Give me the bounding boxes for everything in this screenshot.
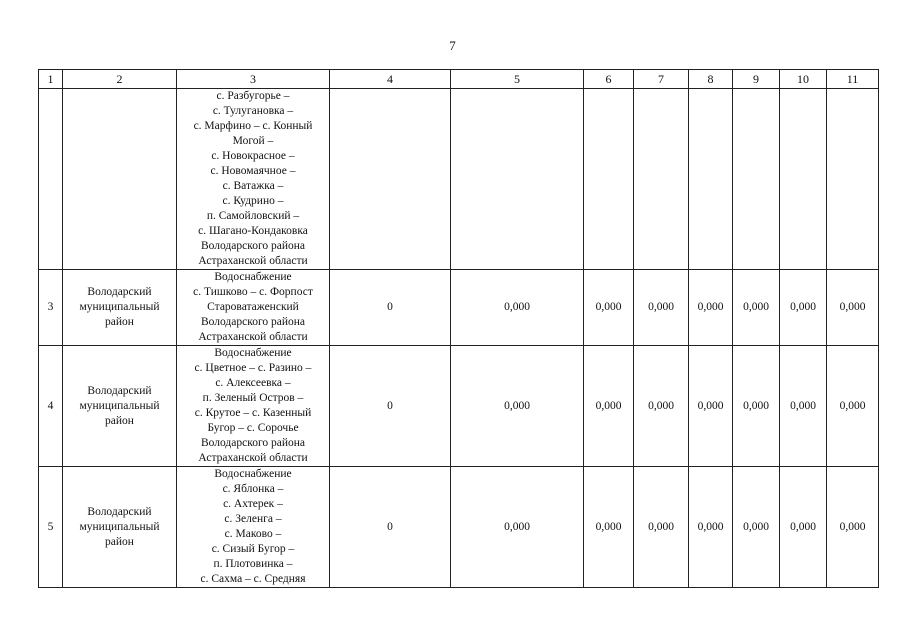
value-cell: 0,000 [780, 270, 827, 346]
route-line: с. Кудрино – [222, 195, 284, 207]
district-cell: Володарский муниципальный район [63, 270, 177, 346]
route-cell [177, 89, 330, 270]
route-line: с. Шагано-Кондаковка [198, 225, 308, 237]
value-cell: 0,000 [584, 270, 634, 346]
route-line: с. Крутое – с. Казенный [194, 407, 312, 419]
route-line: п. Самойловский – [206, 210, 300, 222]
column-number: 8 [689, 70, 733, 89]
route-line: Астраханской области [198, 255, 308, 267]
route-cell [177, 346, 330, 467]
route-line: Водоснабжение [214, 271, 292, 283]
route-line: с. Новокрасное – [211, 150, 295, 162]
column-number: 9 [733, 70, 780, 89]
column-number: 5 [451, 70, 584, 89]
route-line: Староватаженский [207, 301, 299, 313]
value-cell [780, 89, 827, 270]
route-line: с. Яблонка – [222, 483, 284, 495]
table-row [39, 270, 879, 346]
route-cell [177, 270, 330, 346]
value-cell: 0,000 [827, 467, 879, 588]
value-cell: 0,000 [451, 467, 584, 588]
route-line: с. Тишково – с. Форпост [193, 286, 313, 298]
row-number: 4 [39, 346, 63, 467]
value-cell: 0,000 [634, 270, 689, 346]
value-cell [584, 89, 634, 270]
district-cell: Володарский муниципальный район [63, 467, 177, 588]
table-row [39, 346, 879, 467]
value-cell: 0,000 [780, 467, 827, 588]
route-line: Астраханской области [198, 452, 308, 464]
column-number: 11 [827, 70, 879, 89]
column-number: 7 [634, 70, 689, 89]
route-line: Бугор – с. Сорочье [207, 422, 299, 434]
route-cell [177, 467, 330, 588]
value-cell: 0,000 [689, 270, 733, 346]
value-cell: 0 [330, 346, 451, 467]
value-cell: 0 [330, 467, 451, 588]
route-line: с. Зеленга – [224, 513, 282, 525]
route-line: с. Тулугановка – [212, 105, 294, 117]
value-cell: 0,000 [634, 346, 689, 467]
value-cell: 0,000 [733, 467, 780, 588]
value-cell: 0,000 [733, 346, 780, 467]
column-number: 10 [780, 70, 827, 89]
route-line: с. Цветное – с. Разино – [194, 362, 312, 374]
route-line: Володарского района [200, 240, 306, 252]
route-line: с. Марфино – с. Конный [193, 120, 313, 132]
route-line: п. Зеленый Остров – [202, 392, 304, 404]
route-line: с. Разбугорье – [216, 90, 290, 102]
value-cell [733, 89, 780, 270]
route-line: с. Ватажка – [222, 180, 284, 192]
row-number: 5 [39, 467, 63, 588]
value-cell [689, 89, 733, 270]
value-cell: 0,000 [827, 270, 879, 346]
route-line: с. Новомаячное – [210, 165, 296, 177]
table-row-continuation [39, 89, 879, 270]
data-table [38, 69, 879, 588]
value-cell [330, 89, 451, 270]
district-cell: Володарский муниципальный район [63, 346, 177, 467]
value-cell: 0,000 [584, 346, 634, 467]
value-cell: 0,000 [584, 467, 634, 588]
district-cell [63, 89, 177, 270]
route-line: с. Сизый Бугор – [211, 543, 295, 555]
route-line: с. Маково – [224, 528, 282, 540]
value-cell: 0 [330, 270, 451, 346]
value-cell: 0,000 [827, 346, 879, 467]
value-cell [634, 89, 689, 270]
value-cell: 0,000 [689, 346, 733, 467]
column-number: 6 [584, 70, 634, 89]
route-line: с. Ахтерек – [223, 498, 283, 510]
column-number: 1 [39, 70, 63, 89]
column-number: 2 [63, 70, 177, 89]
value-cell: 0,000 [733, 270, 780, 346]
page-number: 7 [449, 38, 456, 53]
value-cell: 0,000 [689, 467, 733, 588]
route-line: Володарского района [200, 437, 306, 449]
value-cell: 0,000 [451, 270, 584, 346]
route-line: с. Сахма – с. Средняя [200, 573, 306, 585]
value-cell: 0,000 [634, 467, 689, 588]
column-number: 3 [177, 70, 330, 89]
table-row [39, 467, 879, 588]
value-cell [451, 89, 584, 270]
route-line: с. Алексеевка – [215, 377, 291, 389]
route-line: Водоснабжение [214, 347, 292, 359]
route-line: п. Плотовинка – [213, 558, 293, 570]
row-number: 3 [39, 270, 63, 346]
value-cell: 0,000 [780, 346, 827, 467]
route-line: Астраханской области [198, 331, 308, 343]
route-line: Володарского района [200, 316, 306, 328]
column-number: 4 [330, 70, 451, 89]
row-number [39, 89, 63, 270]
value-cell: 0,000 [451, 346, 584, 467]
route-line: Могой – [232, 135, 274, 147]
column-number-row [39, 70, 879, 89]
value-cell [827, 89, 879, 270]
route-line: Водоснабжение [214, 468, 292, 480]
